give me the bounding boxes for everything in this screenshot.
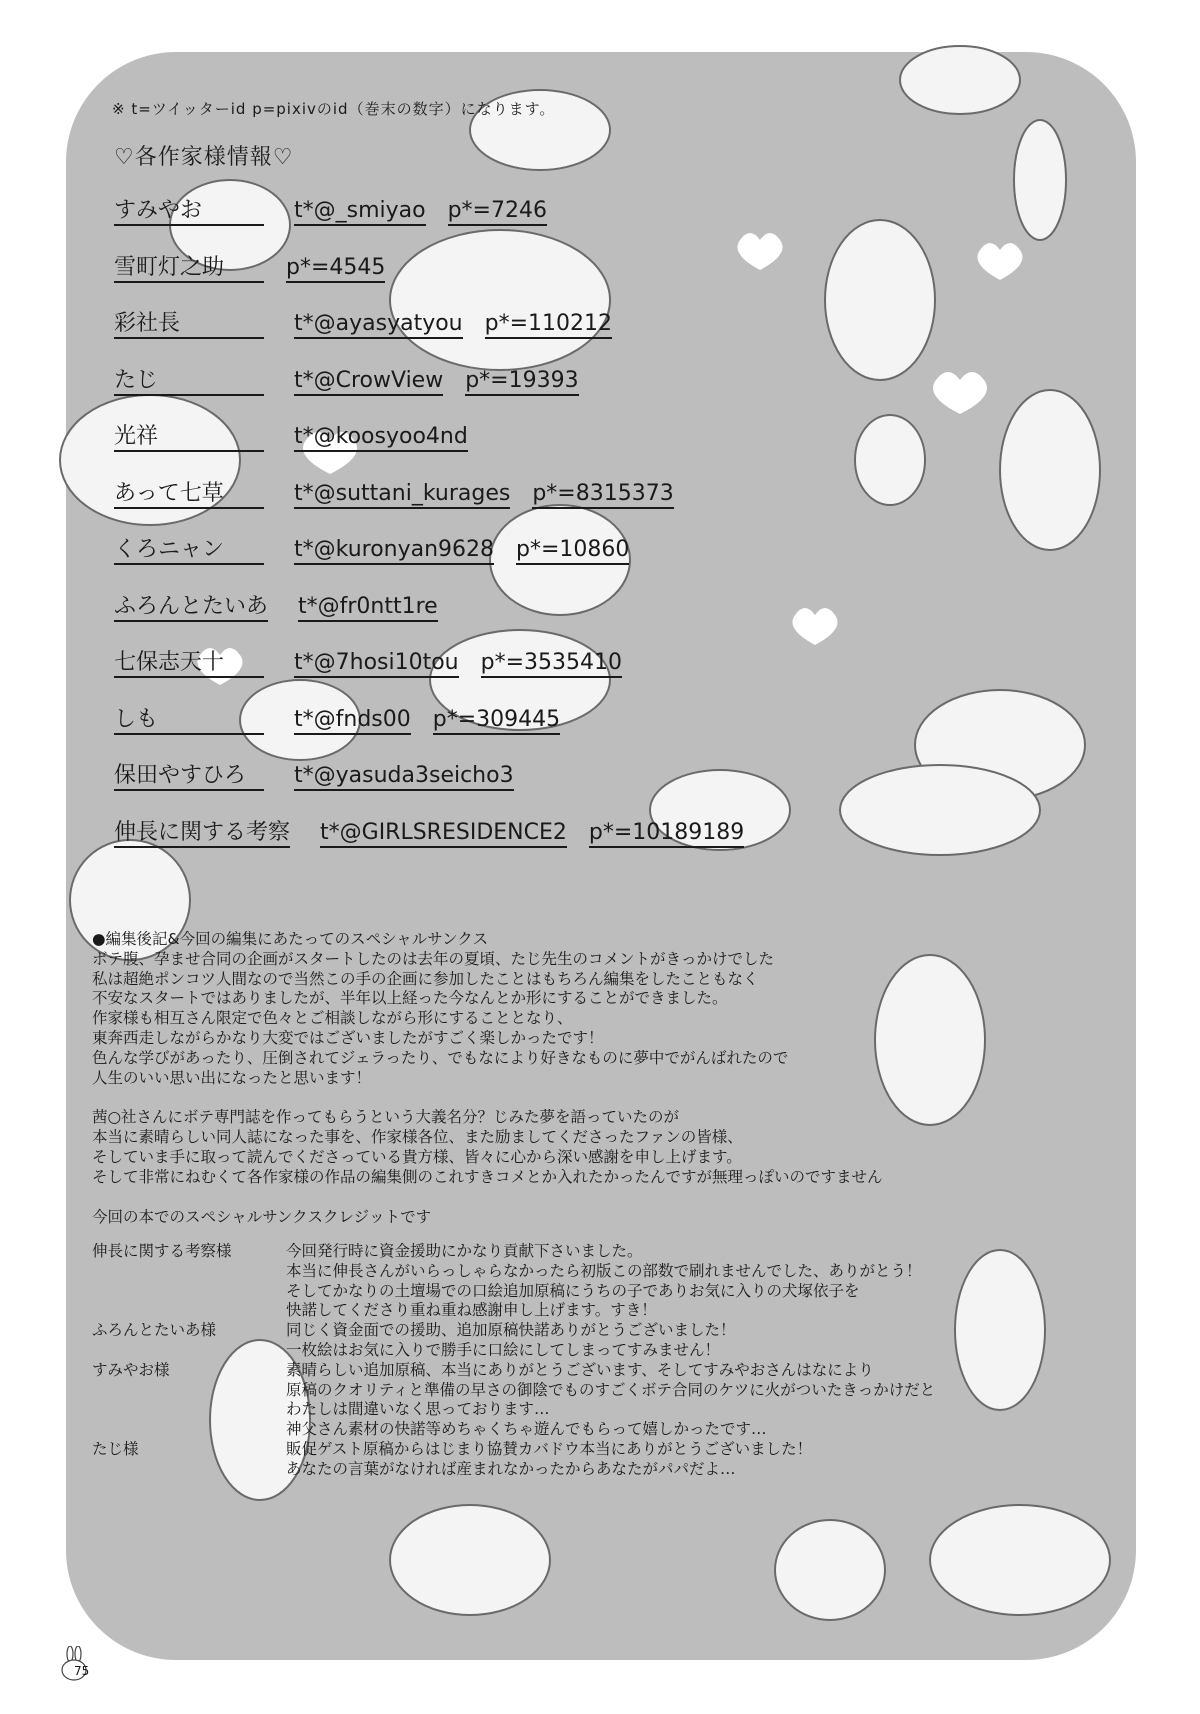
afterword-line: 作家様も相互さん限定で色々とご相談しながら形にすることとなり、: [92, 1009, 573, 1028]
author-row: [114, 650, 934, 707]
afterword-line: ●編集後記&今回の編集にあたってのスペシャルサンクス: [92, 930, 489, 948]
author-twitter-id: t*@suttani_kurages: [294, 481, 510, 509]
afterword-line: 不安なスタートではありましたが、半年以上経った今なんとか形にすることができました。: [92, 989, 728, 1008]
author-pixiv-id: p*=8315373: [532, 481, 673, 509]
page-number-label: 75: [74, 1664, 90, 1678]
afterword-paragraph: [92, 1108, 952, 1187]
author-twitter-id: t*@CrowView: [294, 368, 443, 396]
author-name: 雪町灯之助: [114, 255, 264, 283]
afterword-line: 色んな学びがあったり、圧倒されてジェラったり、でもなにより好きなものに夢中でがんばれたので: [92, 1048, 789, 1067]
credit-line: 今回発行時に資金援助にかなり貢献下さいました。: [286, 1242, 643, 1260]
author-pixiv-id: p*=10860: [516, 537, 629, 565]
credit-line: わたしは間違いなく思っております…: [286, 1400, 550, 1419]
credit-line: 同じく資金面での援助、追加原稿快諾ありがとうございました！: [286, 1321, 736, 1340]
author-pixiv-id: p*=7246: [448, 198, 547, 226]
author-twitter-id: t*@kuronyan9628: [294, 537, 494, 565]
author-row: [114, 707, 934, 764]
author-row: [114, 255, 934, 312]
credit-entry: [92, 1440, 992, 1480]
credit-name: ふろんとたいあ様: [92, 1321, 217, 1340]
author-row: [114, 594, 934, 651]
credit-entry: [92, 1321, 992, 1361]
afterword-line: 本当に素晴らしい同人誌になった事を、作家様各位、また励ましてくださったファンの皆様、: [92, 1128, 743, 1147]
author-name: あって七草: [114, 481, 264, 509]
author-name: ふろんとたいあ: [114, 594, 268, 622]
credit-line: あなたの言葉がなければ産まれなかったからあなたがパパだよ…: [286, 1459, 736, 1478]
credit-entry: [92, 1242, 992, 1321]
credit-name: すみやお様: [92, 1360, 170, 1379]
credit-line: 販促ゲスト原稿からはじまり協賛カバドウ本当にありがとうございました！: [286, 1439, 813, 1458]
credit-name: 伸長に関する考察様: [92, 1242, 232, 1260]
author-row: [114, 763, 934, 820]
author-list: [114, 198, 934, 876]
credits-intro: 今回の本でのスペシャルサンクスクレジットです: [92, 1207, 432, 1226]
credit-line: 一枚絵はお気に入りで勝手に口絵にしてしまってすみません！: [286, 1340, 721, 1359]
credit-line: 快諾してくださり重ね重ね感謝申し上げます。すき！: [286, 1301, 657, 1320]
author-name: くろニャン: [114, 537, 264, 565]
credit-line: 原稿のクオリティと準備の早さの御陰でものすごくボテ合同のケツに火がついたきっかけだと: [286, 1380, 936, 1399]
author-name: すみやお: [114, 198, 264, 226]
author-twitter-id: t*@yasuda3seicho3: [294, 763, 514, 791]
author-row: [114, 311, 934, 368]
special-thanks-credits: [92, 1242, 992, 1480]
credit-entry: [92, 1361, 992, 1440]
author-twitter-id: t*@ayasyatyou: [294, 311, 463, 339]
author-name: しも: [114, 707, 264, 735]
paragraph-gap: [92, 1188, 952, 1208]
credit-line: 本当に伸長さんがいらっしゃらなかったら初版この部数で刷れませんでした、ありがとう！: [286, 1261, 922, 1280]
author-twitter-id: t*@GIRLSRESIDENCE2: [320, 820, 567, 848]
credit-line: そしてかなりの土壇場での口絵追加原稿にうちの子でありお気に入りの犬塚依子を: [286, 1281, 860, 1300]
afterword-line: 茜○社さんにボテ専門誌を作ってもらうという大義名分？じみた夢を語っていたのが: [92, 1108, 680, 1127]
credit-line: 神父さん素材の快諾等めちゃくちゃ遊んでもらって嬉しかったです…: [286, 1420, 767, 1439]
afterword-section: [92, 930, 952, 1227]
credit-line: 素晴らしい追加原稿、本当にありがとうございます、そしてすみやおさんはなにより: [286, 1360, 874, 1379]
author-twitter-id: t*@7hosi10tou: [294, 650, 459, 678]
author-pixiv-id: p*=19393: [465, 368, 578, 396]
author-twitter-id: t*@fnds00: [294, 707, 411, 735]
author-twitter-id: t*@fr0ntt1re: [298, 594, 438, 622]
author-row: [114, 424, 934, 481]
authors-heading: ♡各作家様情報♡: [114, 145, 294, 170]
author-row: [114, 368, 934, 425]
page-number: [56, 1646, 96, 1686]
credit-name: たじ様: [92, 1439, 139, 1458]
author-name: 保田やすひろ: [114, 763, 264, 791]
id-legend-note: ※ t=ツイッターid p=pixivのid（巻末の数字）になります。: [112, 100, 556, 118]
author-row: [114, 537, 934, 594]
author-name: 伸長に関する考察: [114, 820, 290, 848]
afterword-line: 人生のいい思い出になったと思います！: [92, 1068, 372, 1087]
afterword-line: 東奔西走しながらかなり大変ではございましたがすごく楽しかったです！: [92, 1028, 604, 1047]
author-pixiv-id: p*=309445: [433, 707, 560, 735]
author-pixiv-id: p*=4545: [286, 255, 385, 283]
author-pixiv-id: p*=110212: [485, 311, 612, 339]
afterword-line: そして非常にねむくて各作家様の作品の編集側のこれすきコメとか入れたかったんですが無理っぽいのですません: [92, 1167, 883, 1186]
author-twitter-id: t*@_smiyao: [294, 198, 426, 226]
author-row: [114, 820, 934, 877]
paragraph-gap: [92, 1088, 952, 1108]
author-name: たじ: [114, 368, 264, 396]
afterword-line: ボテ腹、孕ませ合同の企画がスタートしたのは去年の夏頃、たじ先生のコメントがきっかけでした: [92, 949, 775, 968]
author-name: 彩社長: [114, 311, 264, 339]
afterword-line: 私は超絶ポンコツ人間なので当然この手の企画に参加したことはもちろん編集をしたこともなく: [92, 969, 759, 988]
author-twitter-id: t*@koosyoo4nd: [294, 424, 468, 452]
author-row: [114, 481, 934, 538]
author-name: 七保志天十: [114, 650, 264, 678]
afterword-line: そしていま手に取って読んでくださっている貴方様、皆々に心から深い感謝を申し上げます。: [92, 1147, 742, 1166]
credit-message: [286, 1361, 935, 1440]
credit-message: [286, 1242, 922, 1321]
author-pixiv-id: p*=3535410: [481, 650, 622, 678]
credit-message: [286, 1321, 736, 1361]
author-name: 光祥: [114, 424, 264, 452]
afterword-paragraph: [92, 930, 952, 1088]
author-row: [114, 198, 934, 255]
author-pixiv-id: p*=10189189: [589, 820, 744, 848]
credit-message: [286, 1440, 812, 1480]
